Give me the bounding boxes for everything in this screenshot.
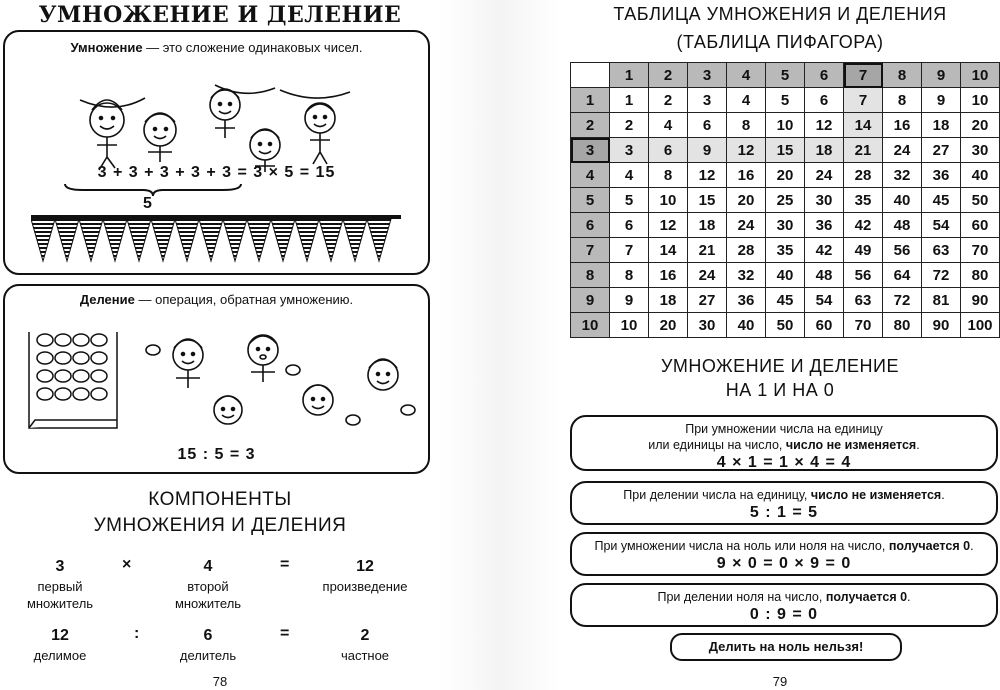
table-cell: 80 — [961, 263, 1000, 288]
table-cell: 21 — [844, 138, 883, 163]
table-cell: 21 — [688, 238, 727, 263]
table-cell: 6 — [688, 113, 727, 138]
page-title: УМНОЖЕНИЕ И ДЕЛЕНИЕ — [38, 2, 402, 28]
table-cell: 4 — [610, 163, 649, 188]
equals-operator: = — [280, 556, 290, 573]
table-col-header: 6 — [805, 63, 844, 88]
one-zero-title — [560, 354, 1000, 402]
table-col-header: 1 — [610, 63, 649, 88]
pythagoras-table — [570, 62, 1000, 338]
multiplication-term: Умножение — [70, 40, 143, 55]
rule-1-end: . — [916, 438, 920, 452]
times-operator: × — [122, 556, 132, 573]
table-cell: 50 — [766, 313, 805, 338]
table-cell: 64 — [883, 263, 922, 288]
table-cell: 6 — [805, 88, 844, 113]
table-cell: 54 — [805, 288, 844, 313]
rule-3-text: При умножении числа на ноль или ноля на число, — [594, 539, 889, 553]
rule-3-end: . — [970, 539, 974, 553]
brace-count: 5 — [143, 195, 152, 212]
table-cell: 18 — [688, 213, 727, 238]
table-row — [571, 213, 1000, 238]
table-cell: 20 — [649, 313, 688, 338]
table-col-header: 5 — [766, 63, 805, 88]
table-cell: 36 — [922, 163, 961, 188]
table-col-header: 8 — [883, 63, 922, 88]
table-cell: 54 — [922, 213, 961, 238]
equals-operator-2: = — [280, 625, 290, 642]
table-cell: 35 — [766, 238, 805, 263]
table-cell: 2 — [610, 113, 649, 138]
table-cell: 3 — [688, 88, 727, 113]
table-cell: 9 — [922, 88, 961, 113]
rule-2-text-line — [572, 487, 996, 503]
table-cell: 70 — [961, 238, 1000, 263]
first-factor-label1: первый — [37, 579, 83, 594]
second-factor-value: 4 — [203, 558, 213, 575]
rule-box-4 — [570, 583, 998, 627]
table-cell: 18 — [649, 288, 688, 313]
page-right — [560, 0, 1000, 690]
divide-operator: : — [134, 625, 140, 642]
table-cell: 49 — [844, 238, 883, 263]
table-cell: 10 — [961, 88, 1000, 113]
component-quotient — [310, 625, 420, 664]
table-cell: 45 — [766, 288, 805, 313]
table-cell: 27 — [922, 138, 961, 163]
table-row — [571, 113, 1000, 138]
table-cell: 20 — [766, 163, 805, 188]
table-cell: 20 — [961, 113, 1000, 138]
table-cell: 12 — [805, 113, 844, 138]
table-cell: 14 — [649, 238, 688, 263]
component-divisor — [158, 625, 258, 664]
pythagoras-title-line1: ТАБЛИЦА УМНОЖЕНИЯ И ДЕЛЕНИЯ — [613, 4, 947, 24]
table-row-header: 2 — [571, 113, 610, 138]
table-cell: 100 — [961, 313, 1000, 338]
components-title — [0, 487, 440, 539]
multiplication-definition — [5, 40, 428, 55]
table-cell: 72 — [922, 263, 961, 288]
table-cell: 32 — [727, 263, 766, 288]
warning-box: Делить на ноль нельзя! — [670, 633, 902, 661]
table-col-header: 10 — [961, 63, 1000, 88]
table-cell: 14 — [844, 113, 883, 138]
table-row-header: 5 — [571, 188, 610, 213]
table-cell: 12 — [649, 213, 688, 238]
dividend-label: делимое — [33, 648, 87, 663]
table-cell: 35 — [844, 188, 883, 213]
table-cell: 90 — [961, 288, 1000, 313]
table-cell: 5 — [610, 188, 649, 213]
rule-1-text-line2 — [572, 437, 996, 453]
table-col-header: 3 — [688, 63, 727, 88]
striped-flags-row — [31, 215, 401, 265]
book-gutter — [440, 0, 560, 690]
table-row — [571, 188, 1000, 213]
division-definition-text: — операция, обратная умножению. — [134, 292, 354, 307]
rule-2-expression: 5 : 1 = 5 — [749, 504, 819, 521]
rule-4-bold: получается 0 — [825, 590, 908, 604]
rule-1-text: или единицы на число, — [648, 438, 786, 452]
rule-2-bold: число не изменяется — [810, 488, 942, 502]
rule-1-text-line1: При умножении числа на единицу — [685, 422, 883, 436]
table-cell: 30 — [688, 313, 727, 338]
candy-box-illustration — [25, 320, 125, 430]
table-col-header: 9 — [922, 63, 961, 88]
rule-4-end: . — [907, 590, 911, 604]
table-cell: 32 — [883, 163, 922, 188]
table-row-header: 10 — [571, 313, 610, 338]
table-row — [571, 313, 1000, 338]
division-box — [3, 284, 430, 474]
one-zero-title-line1: УМНОЖЕНИЕ И ДЕЛЕНИЕ — [661, 356, 899, 376]
table-cell: 40 — [727, 313, 766, 338]
first-factor-value: 3 — [55, 558, 65, 575]
table-cell: 90 — [922, 313, 961, 338]
table-cell: 7 — [610, 238, 649, 263]
components-title-line2: УМНОЖЕНИЯ И ДЕЛЕНИЯ — [93, 515, 347, 536]
rule-3-bold: получается 0 — [888, 539, 971, 553]
table-row-header: 9 — [571, 288, 610, 313]
table-row-header: 3 — [571, 138, 610, 163]
rule-3-text-line — [572, 538, 996, 554]
table-cell: 24 — [883, 138, 922, 163]
division-definition — [5, 292, 428, 307]
page-number-left: 78 — [212, 674, 228, 689]
quotient-value: 2 — [360, 627, 370, 644]
table-cell: 18 — [922, 113, 961, 138]
table-cell: 8 — [883, 88, 922, 113]
table-cell: 10 — [610, 313, 649, 338]
component-dividend — [10, 625, 110, 664]
table-cell: 30 — [805, 188, 844, 213]
table-cell: 10 — [649, 188, 688, 213]
table-cell: 4 — [727, 88, 766, 113]
table-cell: 72 — [883, 288, 922, 313]
rule-2-end: . — [941, 488, 945, 502]
table-row-header: 4 — [571, 163, 610, 188]
table-col-header: 7 — [844, 63, 883, 88]
table-cell: 36 — [805, 213, 844, 238]
table-cell: 60 — [805, 313, 844, 338]
table-cell: 28 — [727, 238, 766, 263]
rule-1-expression: 4 × 1 = 1 × 4 = 4 — [716, 454, 852, 471]
multiplication-box — [3, 30, 430, 275]
rule-1-bold: число не изменяется — [785, 438, 917, 452]
table-row-header: 7 — [571, 238, 610, 263]
divisor-label: делитель — [179, 648, 237, 663]
table-cell: 1 — [610, 88, 649, 113]
rule-box-1 — [570, 415, 998, 471]
table-cell: 70 — [844, 313, 883, 338]
table-cell: 16 — [883, 113, 922, 138]
table-cell: 81 — [922, 288, 961, 313]
table-cell: 63 — [844, 288, 883, 313]
quotient-label: частное — [340, 648, 390, 663]
table-cell: 20 — [727, 188, 766, 213]
division-expression: 15 : 5 = 3 — [177, 446, 256, 463]
table-cell: 45 — [922, 188, 961, 213]
table-cell: 15 — [688, 188, 727, 213]
table-cell: 24 — [805, 163, 844, 188]
table-cell: 25 — [766, 188, 805, 213]
table-cell: 8 — [649, 163, 688, 188]
table-header-row — [571, 63, 1000, 88]
table-cell: 9 — [688, 138, 727, 163]
component-second-factor — [158, 556, 258, 612]
table-cell: 8 — [610, 263, 649, 288]
table-cell: 15 — [766, 138, 805, 163]
table-cell: 24 — [727, 213, 766, 238]
table-cell: 30 — [961, 138, 1000, 163]
table-cell: 18 — [805, 138, 844, 163]
rule-2-text: При делении числа на единицу, — [623, 488, 811, 502]
table-cell: 48 — [805, 263, 844, 288]
components-title-line1: КОМПОНЕНТЫ — [148, 489, 292, 510]
table-cell: 8 — [727, 113, 766, 138]
rule-4-text-line — [572, 589, 996, 605]
table-cell: 27 — [688, 288, 727, 313]
division-term: Деление — [79, 292, 135, 307]
product-label: произведение — [322, 579, 408, 594]
table-cell: 63 — [922, 238, 961, 263]
rule-box-2 — [570, 481, 998, 525]
children-candy-illustration — [143, 320, 423, 440]
table-row — [571, 163, 1000, 188]
table-row-header: 8 — [571, 263, 610, 288]
table-col-header: 2 — [649, 63, 688, 88]
table-row-header: 6 — [571, 213, 610, 238]
table-cell: 40 — [883, 188, 922, 213]
table-cell: 28 — [844, 163, 883, 188]
table-cell: 40 — [766, 263, 805, 288]
table-cell: 10 — [766, 113, 805, 138]
table-cell: 6 — [649, 138, 688, 163]
table-cell: 56 — [883, 238, 922, 263]
table-cell: 2 — [649, 88, 688, 113]
table-cell: 48 — [883, 213, 922, 238]
second-factor-label2: множитель — [174, 596, 242, 611]
table-cell: 36 — [727, 288, 766, 313]
table-cell: 6 — [610, 213, 649, 238]
table-cell: 42 — [844, 213, 883, 238]
table-row — [571, 288, 1000, 313]
table-corner-cell — [571, 63, 610, 88]
table-row — [571, 88, 1000, 113]
component-first-factor — [10, 556, 110, 612]
product-value: 12 — [356, 558, 374, 575]
table-row — [571, 238, 1000, 263]
table-cell: 40 — [961, 163, 1000, 188]
dividend-value: 12 — [51, 627, 69, 644]
one-zero-title-line2: НА 1 И НА 0 — [725, 380, 835, 400]
table-cell: 12 — [727, 138, 766, 163]
table-cell: 60 — [961, 213, 1000, 238]
component-product — [310, 556, 420, 595]
table-cell: 30 — [766, 213, 805, 238]
table-cell: 5 — [766, 88, 805, 113]
page-number-right: 79 — [772, 674, 788, 689]
second-factor-label1: второй — [187, 579, 229, 594]
first-factor-label2: множитель — [26, 596, 94, 611]
table-cell: 80 — [883, 313, 922, 338]
rule-4-text: При делении ноля на число, — [657, 590, 826, 604]
table-cell: 42 — [805, 238, 844, 263]
table-cell: 56 — [844, 263, 883, 288]
table-col-header: 4 — [727, 63, 766, 88]
page-left — [0, 0, 440, 690]
table-cell: 3 — [610, 138, 649, 163]
table-row — [571, 263, 1000, 288]
children-flags-illustration — [75, 60, 365, 175]
rule-3-expression: 9 × 0 = 0 × 9 = 0 — [716, 555, 852, 572]
pythagoras-title — [560, 0, 1000, 56]
table-cell: 4 — [649, 113, 688, 138]
table-cell: 50 — [961, 188, 1000, 213]
divisor-value: 6 — [203, 627, 213, 644]
table-row — [571, 138, 1000, 163]
rule-box-3 — [570, 532, 998, 576]
pythagoras-title-line2: (ТАБЛИЦА ПИФАГОРА) — [676, 32, 884, 52]
table-cell: 12 — [688, 163, 727, 188]
multiplication-definition-text: — это сложение одинаковых чисел. — [142, 40, 363, 55]
table-cell: 16 — [727, 163, 766, 188]
curly-brace — [63, 182, 243, 198]
table-cell: 7 — [844, 88, 883, 113]
rule-4-expression: 0 : 9 = 0 — [749, 606, 819, 623]
table-cell: 16 — [649, 263, 688, 288]
table-cell: 24 — [688, 263, 727, 288]
table-cell: 9 — [610, 288, 649, 313]
sum-expression: 3 + 3 + 3 + 3 + 3 = 3 × 5 = 15 — [97, 164, 336, 181]
table-row-header: 1 — [571, 88, 610, 113]
